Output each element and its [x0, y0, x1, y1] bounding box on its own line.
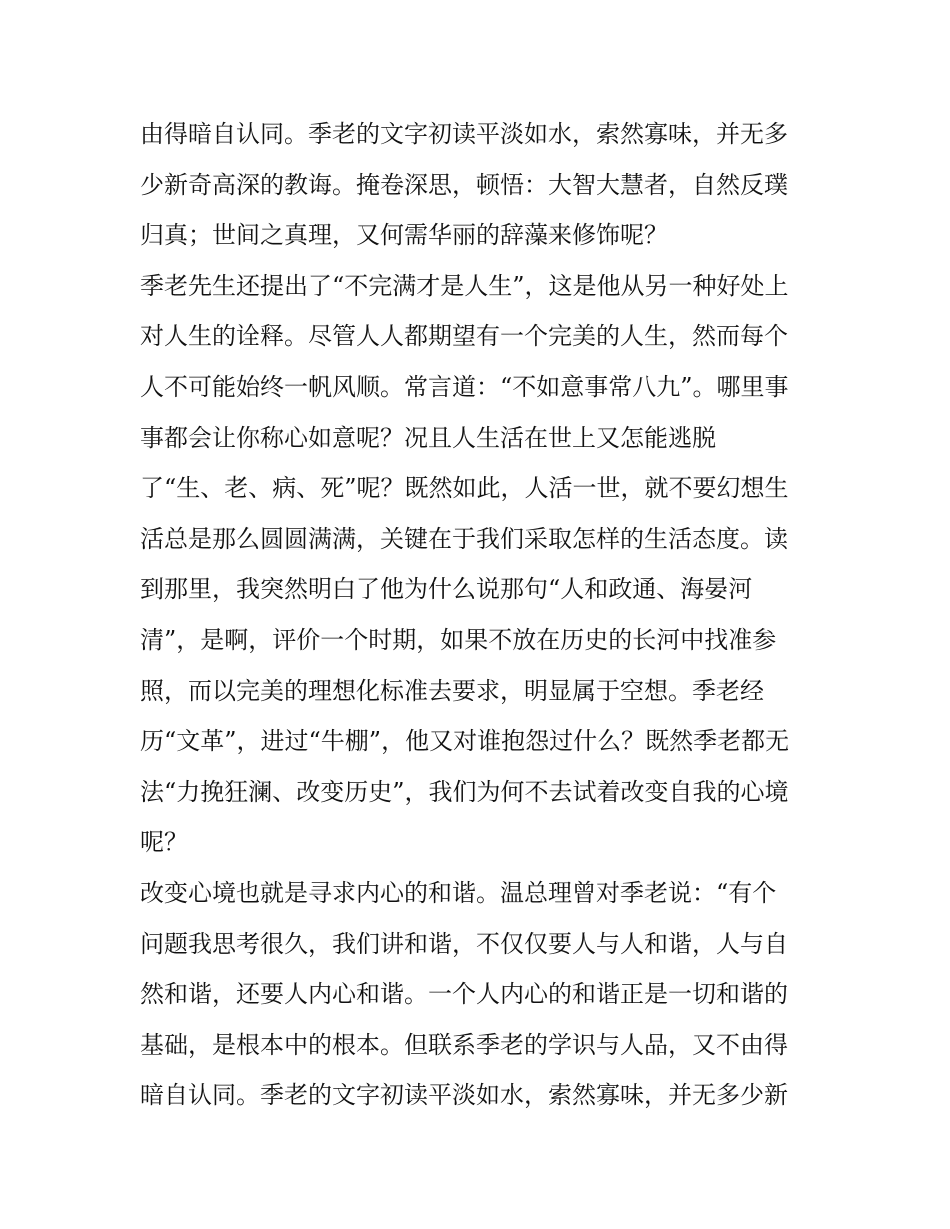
text-line: 活总是那么圆圆满满，关键在于我们采取怎样的生活态度。读	[140, 524, 788, 553]
text-line: 到那里，我突然明白了他为什么说那句“人和政通、海晏河	[140, 575, 753, 604]
text-line: 呢？	[140, 828, 188, 857]
text-line: 人不可能始终一帆风顺。常言道：“不如意事常八九”。哪里事	[140, 372, 789, 401]
text-line: 问题我思考很久，我们讲和谐，不仅仅要人与人和谐，人与自	[140, 929, 788, 958]
text-line: 少新奇高深的教诲。掩卷深思，顿悟：大智大慧者，自然反璞	[140, 170, 788, 199]
text-line: 照，而以完美的理想化标准去要求，明显属于空想。季老经	[140, 676, 764, 705]
text-line: 由得暗自认同。季老的文字初读平淡如水，索然寡味，并无多	[140, 120, 788, 148]
text-line: 清”，是啊，评价一个时期，如果不放在历史的长河中找准参	[140, 625, 777, 654]
text-line: 季老先生还提出了“不完满才是人生”，这是他从另一种好处上	[140, 271, 789, 300]
text-line: 暗自认同。季老的文字初读平淡如水，索然寡味，并无多少新	[140, 1081, 788, 1110]
text-line: 了“生、老、病、死”呢？既然如此，人活一世，就不要幻想生	[140, 474, 789, 503]
text-line: 法“力挽狂澜、改变历史”，我们为何不去试着改变自我的心境	[140, 777, 789, 806]
text-line: 对人生的诠释。尽管人人都期望有一个完美的人生，然而每个	[140, 322, 788, 351]
text-line: 基础，是根本中的根本。但联系季老的学识与人品，又不由得	[140, 1030, 788, 1059]
text-line: 改变心境也就是寻求内心的和谐。温总理曾对季老说：“有个	[140, 878, 777, 907]
text-line: 历“文革”，进过“牛棚”，他又对谁抱怨过什么？既然季老都无	[140, 727, 790, 756]
text-line: 事都会让你称心如意呢？况且人生活在世上又怎能逃脱	[140, 423, 716, 452]
text-line: 归真；世间之真理，又何需华丽的辞藻来修饰呢？	[140, 221, 668, 250]
text-line: 然和谐，还要人内心和谐。一个人内心的和谐正是一切和谐的	[140, 980, 788, 1009]
body-text	[140, 109, 830, 1121]
